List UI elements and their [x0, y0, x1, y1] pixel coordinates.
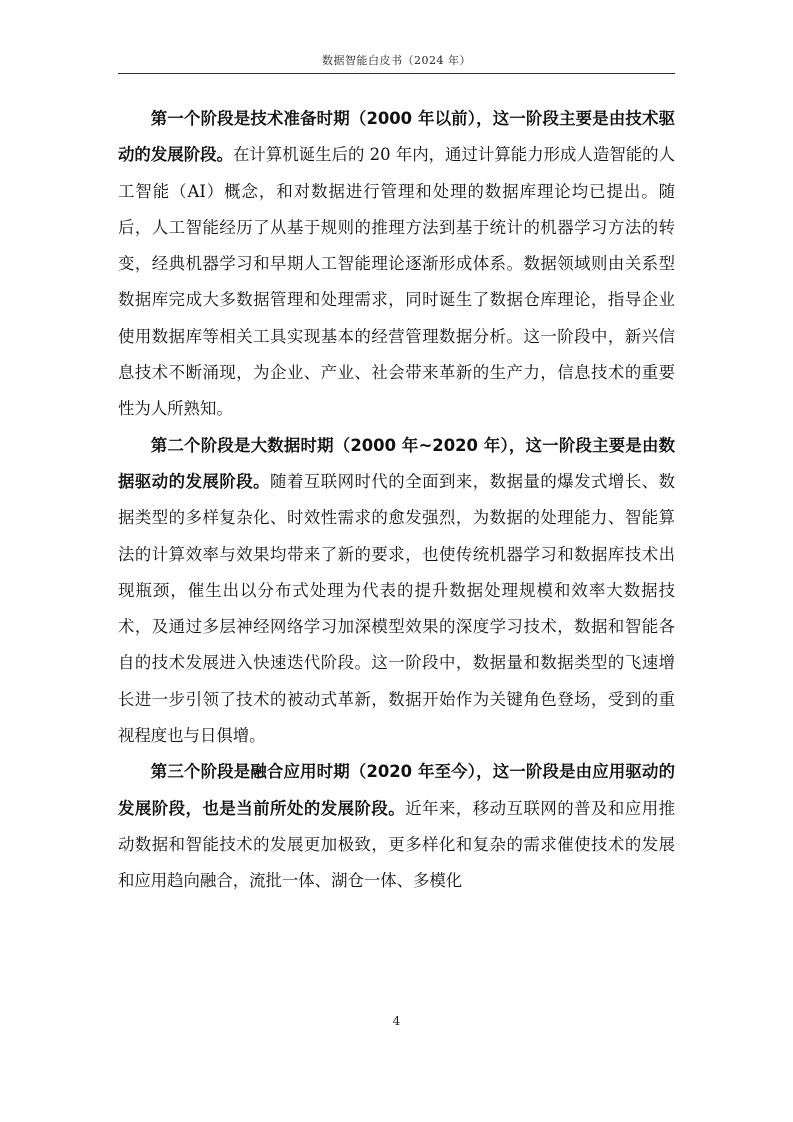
header-divider	[118, 73, 675, 74]
paragraph-body: 近年来，移动互联网的普及和应用推动数据和智能技术的发展更加极致，更多样化和复杂的需求催使技术的发展和应用趋向融合，流批一体、湖仓一体、多模化	[118, 798, 676, 891]
paragraph-body: 随着互联网时代的全面到来，数据量的爆发式增长、数据类型的多样复杂化、时效性需求的愈发强烈，为数据的处理能力、智能算法的计算效率与效果均带来了新的要求，也使传统机器学习和数据库技术出现瓶颈，催生出以分布式处理为代表的提升数据处理规模和效率大数据技术，及通过多层神经网络学习加深模型效果的深度学习技术，数据和智能各自的技术发展进入快速迭代阶段。这一阶段中，数据量和数据类型的飞速增长进一步引领了技术的被动式革新，数据开始作为关键角色登场，受到的重视程度也与日俱增。	[118, 471, 675, 746]
paragraph-stage-1	[118, 101, 675, 428]
paragraph-lead: 第一个阶段是技术准备时期（2000 年以前），这一阶段主要是由技术驱动的发展阶段。	[118, 109, 675, 165]
page-number: 4	[392, 1014, 401, 1028]
document-body	[118, 101, 675, 900]
paragraph-body: 在计算机诞生后的 20 年内，通过计算能力形成人造智能的人工智能（AI）概念，和对数据进行管理和处理的数据库理论均已提出。随后，人工智能经历了从基于规则的推理方法到基于统计的机器学习方法的转变，经典机器学习和早期人工智能理论逐渐形成体系。数据领域则由关系型数据库完成大多数据管理和处理需求，同时诞生了数据仓库理论，指导企业使用数据库等相关工具实现基本的经营管理数据分析。这一阶段中，新兴信息技术不断涌现，为企业、产业、社会带来革新的生产力，信息技术的重要性为人所熟知。	[118, 145, 676, 419]
paragraph-stage-2	[118, 428, 675, 755]
paragraph-lead: 第二个阶段是大数据时期（2000 年~2020 年），这一阶段主要是由数据驱动的发展阶段。	[118, 435, 675, 491]
running-header: 数据智能白皮书（2024 年）	[322, 54, 471, 67]
paragraph-lead: 第三个阶段是融合应用时期（2020 年至今），这一阶段是由应用驱动的发展阶段，也是当前所处的发展阶段。	[118, 762, 675, 818]
paragraph-stage-3	[118, 754, 675, 899]
